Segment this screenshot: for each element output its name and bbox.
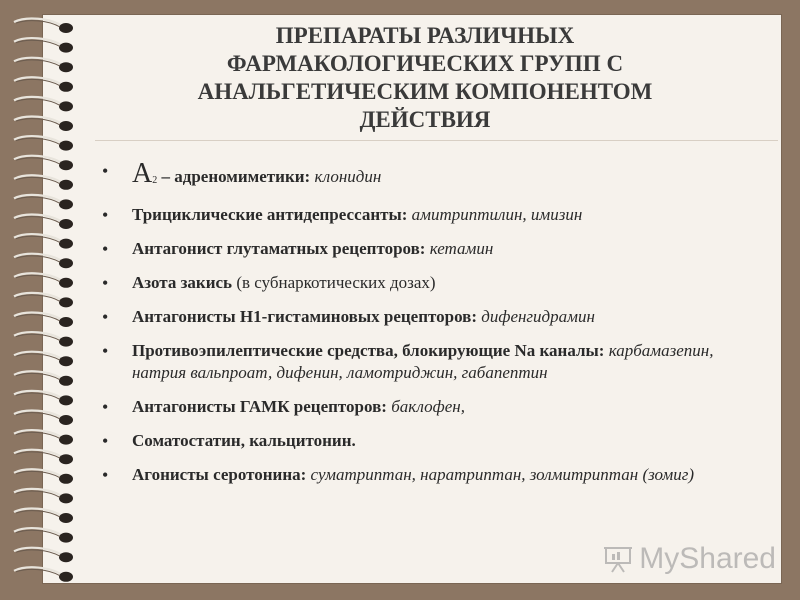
bullet-list: [100, 160, 750, 498]
binding-hole: [59, 317, 73, 327]
bullet-antiepileptic: [100, 340, 750, 384]
title-line-4: ДЕЙСТВИЯ: [359, 107, 491, 132]
binding-hole: [59, 376, 73, 386]
presentation-board-icon: [603, 545, 633, 573]
binding-hole: [59, 513, 73, 523]
binding-hole: [59, 219, 73, 229]
bullet-term: Агонисты серотонина:: [132, 465, 307, 484]
binding-hole: [59, 62, 73, 72]
title-line-1: ПРЕПАРАТЫ РАЗЛИЧНЫХ: [275, 23, 575, 48]
bullet-drugs: суматриптан, наратриптан, золмитриптан (зомиг): [306, 465, 695, 484]
binding-hole: [59, 180, 73, 190]
binding-hole: [59, 278, 73, 288]
bullet-drugs: карбамазепин, натрия вальпроат, дифенин, ламотриджин, габапептин: [132, 341, 714, 382]
spiral-binding: [0, 0, 80, 600]
bullet-term: Антагонисты ГАМК рецепторов:: [132, 397, 387, 416]
binding-hole: [59, 43, 73, 53]
binding-hole: [59, 337, 73, 347]
bullet-term: Антагонисты Н1-гистаминовых рецепторов:: [132, 307, 478, 326]
bullet-plain: (в субнаркотических дозах): [232, 273, 436, 292]
binding-hole: [59, 415, 73, 425]
bullet-somatostatin: [100, 430, 750, 452]
binding-hole: [59, 395, 73, 405]
binding-hole: [59, 356, 73, 366]
bullet-gaba: [100, 396, 750, 418]
watermark-text: MyShared: [639, 542, 776, 575]
bullet-term: – адреномиметики:: [157, 167, 311, 186]
bullet-term: Трициклические антидепрессанты:: [132, 205, 408, 224]
binding-hole: [59, 493, 73, 503]
binding-hole: [59, 199, 73, 209]
bullet-drugs: дифенгидрамин: [477, 307, 595, 326]
bullet-h1: [100, 306, 750, 328]
bullet-nitrous-oxide: [100, 272, 750, 294]
bullet-tricyclic: [100, 204, 750, 226]
binding-hole: [59, 454, 73, 464]
binding-hole: [59, 533, 73, 543]
title-divider: [95, 140, 778, 141]
binding-hole: [59, 572, 73, 582]
binding-hole: [59, 552, 73, 562]
bullet-glutamate: [100, 238, 750, 260]
binding-hole: [59, 82, 73, 92]
bullet-serotonin: [100, 464, 750, 486]
binding-hole: [59, 435, 73, 445]
binding-hole: [59, 121, 73, 131]
binding-hole: [59, 258, 73, 268]
binding-hole: [59, 474, 73, 484]
binding-hole: [59, 160, 73, 170]
title-line-2: ФАРМАКОЛОГИЧЕСКИХ ГРУПП С: [226, 51, 624, 76]
bullet-term: Соматостатин, кальцитонин.: [132, 431, 356, 450]
bullet-drugs: баклофен,: [386, 397, 465, 416]
alpha-subscript: 2: [152, 175, 158, 186]
bullet-term: Антагонист глутаматных рецепторов:: [132, 239, 426, 258]
binding-hole: [59, 297, 73, 307]
binding-hole: [59, 23, 73, 33]
bullet-term: Противоэпилептические средства, блокирующие Na каналы:: [132, 341, 605, 360]
bullet-drugs: клонидин: [310, 167, 382, 186]
bullet-term: Азота закись: [132, 273, 233, 292]
binding-hole: [59, 101, 73, 111]
alpha-letter: А: [132, 158, 153, 189]
bullet-alpha2: [100, 160, 750, 192]
binding-hole: [59, 141, 73, 151]
title-line-3: АНАЛЬГЕТИЧЕСКИМ КОМПОНЕНТОМ: [197, 79, 653, 104]
bullet-drugs: кетамин: [425, 239, 494, 258]
bullet-drugs: амитриптилин, имизин: [407, 205, 583, 224]
slide-title: [120, 22, 730, 134]
binding-hole: [59, 239, 73, 249]
watermark-logo: [603, 542, 776, 576]
